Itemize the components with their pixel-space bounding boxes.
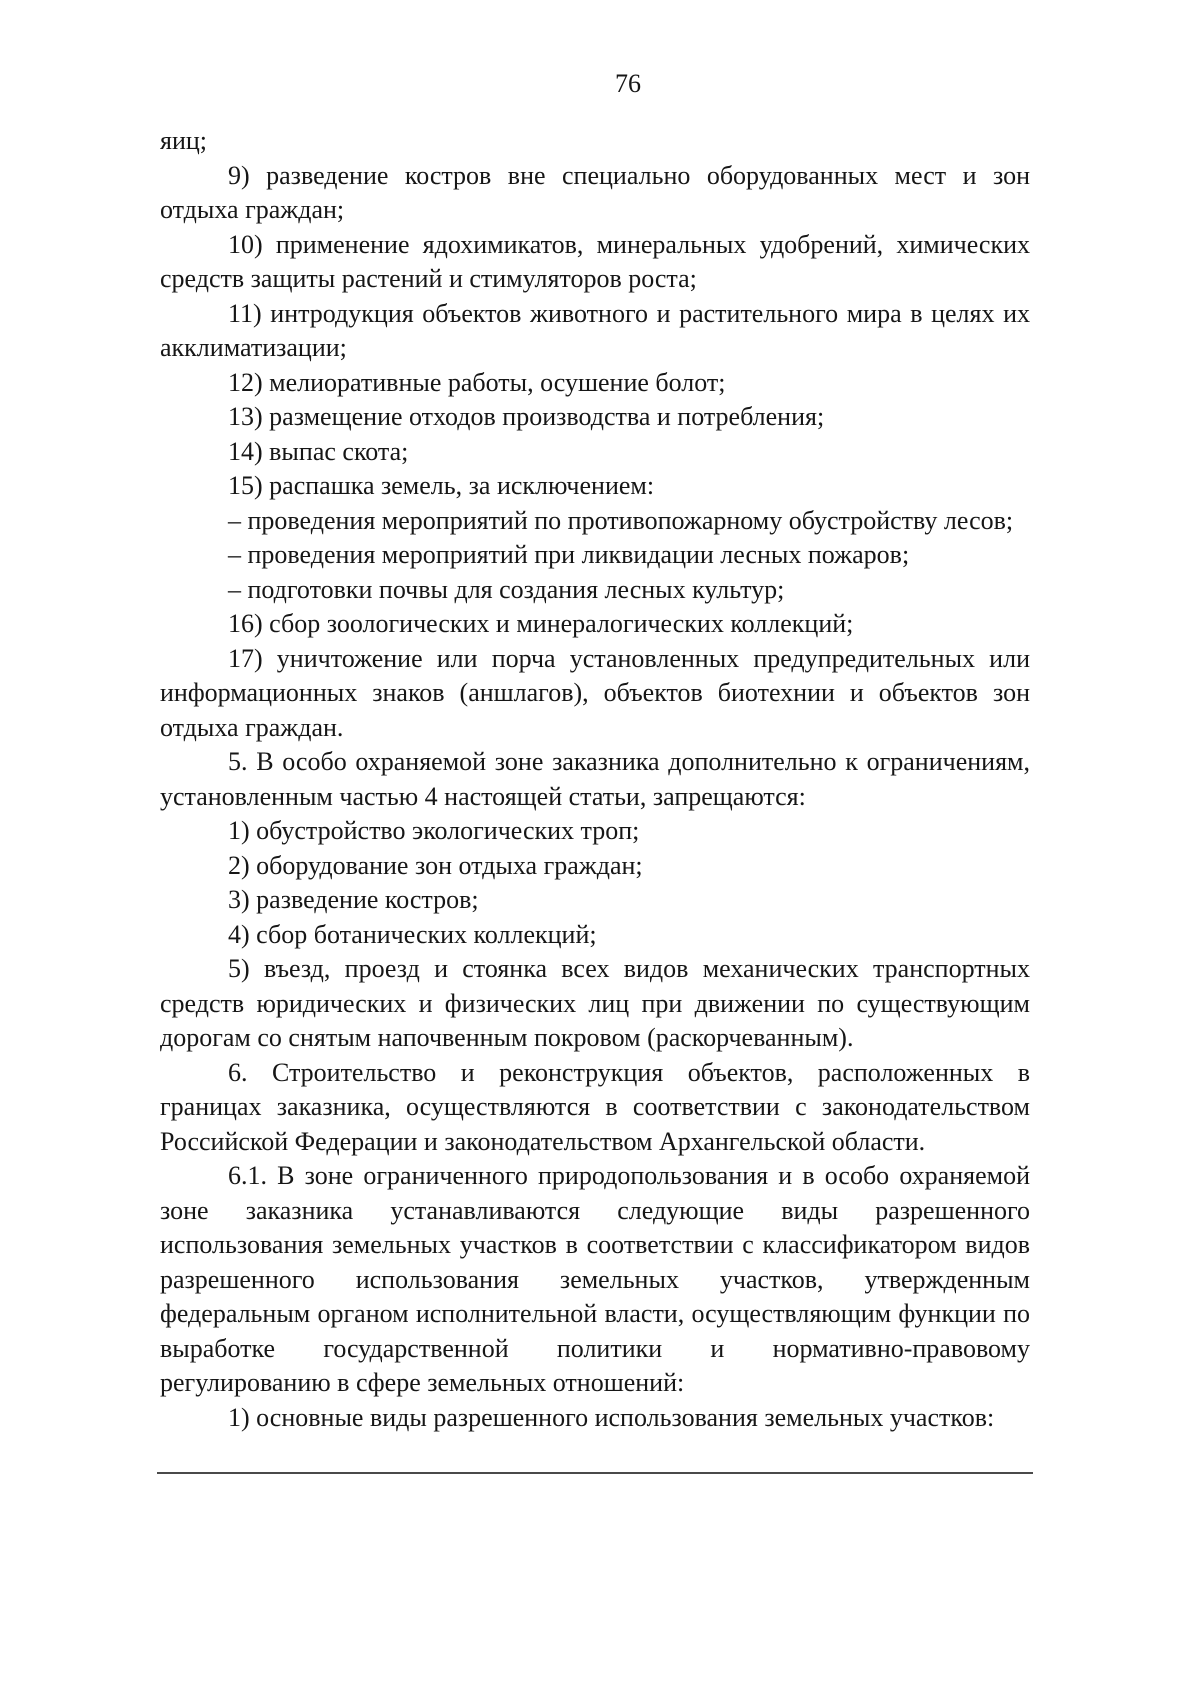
paragraph-line: 10) применение ядохимикатов, минеральных удобрений, химических bbox=[228, 229, 1030, 259]
document-body bbox=[160, 124, 1030, 1435]
paragraph-line: Российской Федерации и законодательством Архангельской области. bbox=[160, 1126, 926, 1156]
paragraph-line: 5. В особо охраняемой зоне заказника дополнительно к ограничениям, bbox=[228, 747, 1030, 776]
paragraph-line: зоне заказника устанавливаются следующие виды разрешенного bbox=[160, 1195, 1030, 1225]
paragraph-line: разрешенного использования земельных участков, утвержденным bbox=[160, 1264, 1030, 1294]
paragraph bbox=[160, 642, 1030, 746]
paragraph bbox=[160, 573, 1030, 608]
paragraph-line: 5) въезд, проезд и стоянка всех видов механических транспортных bbox=[228, 954, 1030, 983]
paragraph-line: использования земельных участков в соответствии с классификатором видов bbox=[160, 1230, 1030, 1259]
paragraph bbox=[160, 814, 1030, 849]
paragraph-line: 15) распашка земель, за исключением: bbox=[228, 471, 655, 500]
paragraph bbox=[160, 297, 1030, 366]
paragraph bbox=[160, 607, 1030, 642]
paragraph-line: установленным частью 4 настоящей статьи, запрещаются: bbox=[160, 781, 806, 811]
paragraph-line: 1) обустройство экологических троп; bbox=[228, 816, 640, 845]
paragraph-line: 14) выпас скота; bbox=[228, 436, 409, 466]
paragraph bbox=[160, 400, 1030, 435]
paragraph-line: – проведения мероприятий по противопожарному обустройству лесов; bbox=[228, 505, 1014, 535]
paragraph bbox=[160, 504, 1030, 539]
paragraph-line: акклиматизации; bbox=[160, 333, 347, 362]
paragraph-line: отдыха граждан. bbox=[160, 712, 344, 742]
paragraph-line: яиц; bbox=[160, 126, 208, 155]
paragraph-line: средств юридических и физических лиц при движении по существующим bbox=[160, 988, 1030, 1018]
paragraph-line: 6.1. В зоне ограниченного природопользования и в особо охраняемой bbox=[228, 1161, 1030, 1190]
paragraph-line: 16) сбор зоологических и минералогических коллекций; bbox=[228, 609, 854, 638]
paragraph bbox=[160, 469, 1030, 504]
paragraph-line: 2) оборудование зон отдыха граждан; bbox=[228, 850, 643, 880]
paragraph-line: 17) уничтожение или порча установленных предупредительных или bbox=[228, 643, 1030, 673]
paragraph bbox=[160, 1401, 1030, 1436]
paragraph-line: 11) интродукция объектов животного и растительного мира в целях их bbox=[228, 298, 1030, 328]
paragraph-line: 4) сбор ботанических коллекций; bbox=[228, 919, 597, 949]
paragraph-line: 12) мелиоративные работы, осушение болот; bbox=[228, 367, 726, 397]
paragraph-line: границах заказника, осуществляются в соответствии с законодательством bbox=[160, 1092, 1030, 1121]
paragraph-line: регулированию в сфере земельных отношений: bbox=[160, 1368, 685, 1397]
paragraph bbox=[160, 918, 1030, 953]
paragraph bbox=[160, 435, 1030, 470]
paragraph bbox=[160, 849, 1030, 884]
paragraph bbox=[160, 159, 1030, 228]
paragraph-line: – подготовки почвы для создания лесных культур; bbox=[228, 574, 785, 604]
paragraph bbox=[160, 883, 1030, 918]
page-number: 76 bbox=[615, 69, 641, 98]
paragraph-line: 6. Строительство и реконструкция объектов, расположенных в bbox=[228, 1057, 1030, 1087]
paragraph-line: 1) основные виды разрешенного использования земельных участков: bbox=[228, 1402, 995, 1432]
paragraph bbox=[160, 366, 1030, 401]
paragraph bbox=[160, 1159, 1030, 1401]
paragraph-line: дорогам со снятым напочвенным покровом (раскорчеванным). bbox=[160, 1023, 854, 1052]
paragraph-line: 13) размещение отходов производства и потребления; bbox=[228, 402, 825, 431]
paragraph-line: информационных знаков (аншлагов), объектов биотехнии и объектов зон bbox=[160, 678, 1030, 707]
paragraph bbox=[160, 124, 1030, 159]
paragraph-line: 3) разведение костров; bbox=[228, 885, 479, 914]
paragraph bbox=[160, 1056, 1030, 1160]
paragraph bbox=[160, 228, 1030, 297]
paragraph-line: 9) разведение костров вне специально оборудованных мест и зон bbox=[228, 160, 1030, 190]
paragraph-line: выработке государственной политики и нормативно-правовому bbox=[160, 1333, 1030, 1363]
paragraph-line: – проведения мероприятий при ликвидации лесных пожаров; bbox=[228, 540, 910, 569]
paragraph bbox=[160, 745, 1030, 814]
paragraph bbox=[160, 952, 1030, 1056]
footer-divider bbox=[157, 1472, 1033, 1474]
paragraph-line: средств защиты растений и стимуляторов роста; bbox=[160, 264, 697, 293]
paragraph-line: федеральным органом исполнительной власти, осуществляющим функции по bbox=[160, 1299, 1030, 1328]
paragraph-line: отдыха граждан; bbox=[160, 195, 345, 224]
paragraph bbox=[160, 538, 1030, 573]
